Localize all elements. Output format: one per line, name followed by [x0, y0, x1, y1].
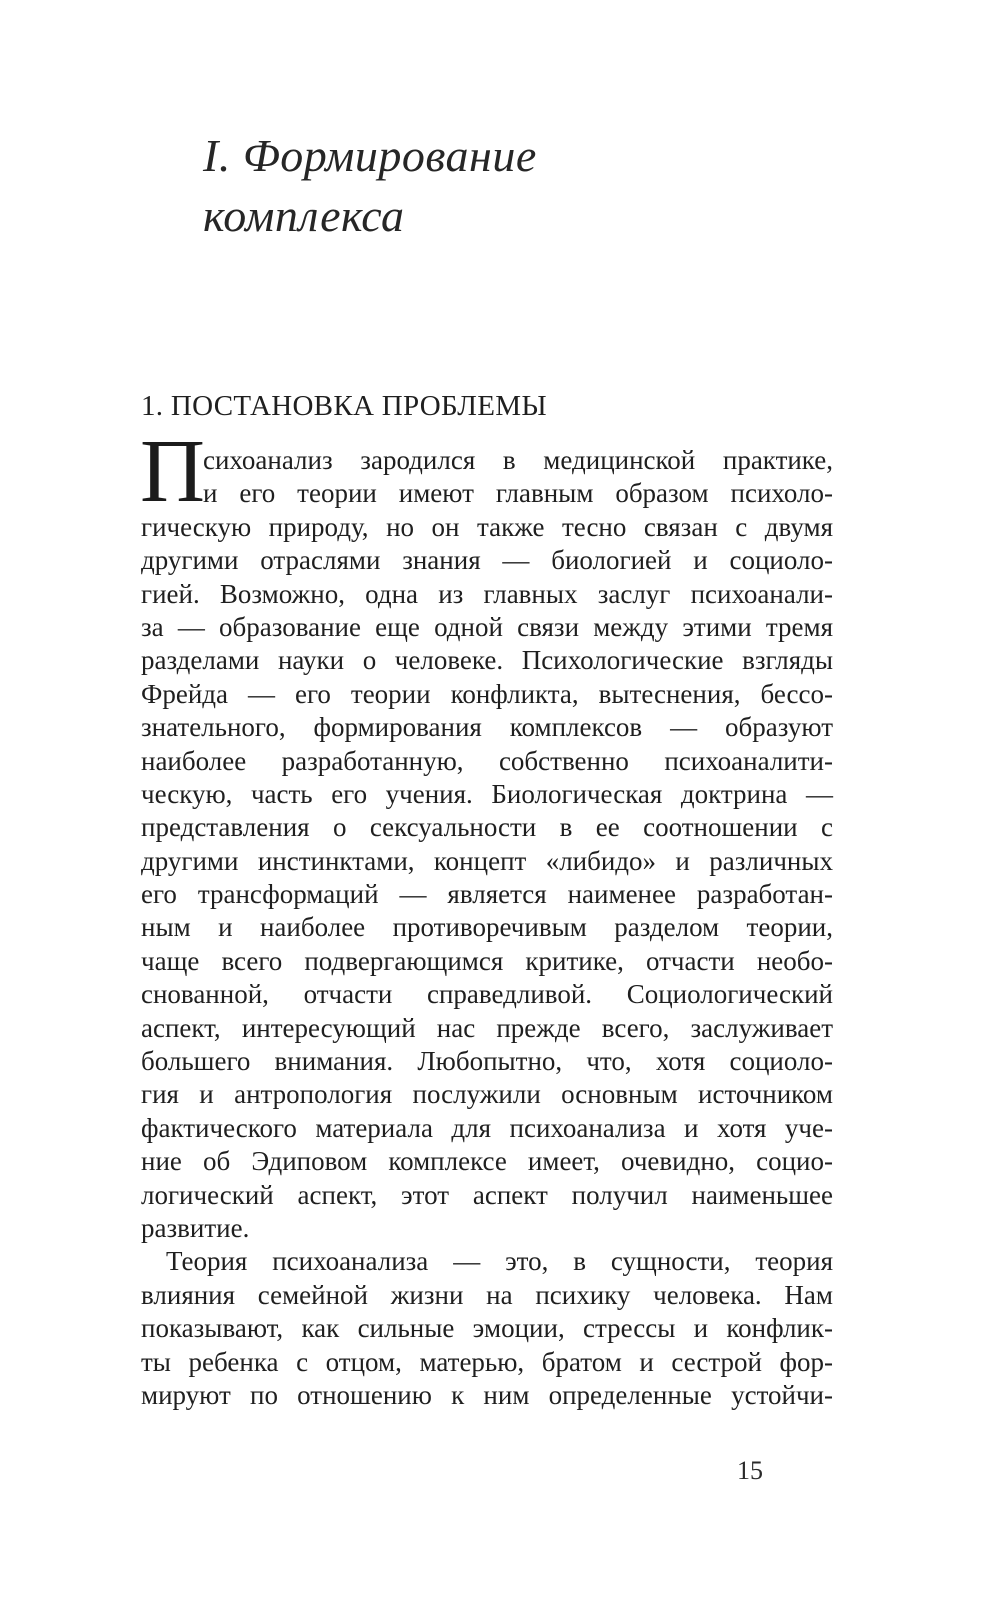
body-line: гия и антропология послужили основным источником	[141, 1079, 833, 1110]
body-line: ты ребенка с отцом, матерью, братом и сестрой фор-	[141, 1346, 833, 1377]
chapter-title-line: комплекса	[203, 190, 405, 241]
body-line: снованной, отчасти справедливой. Социологический	[141, 979, 833, 1010]
body-line: другими отраслями знания — биологией и социоло-	[141, 545, 833, 576]
body-line: его трансформаций — является наименее разработан-	[141, 879, 833, 910]
body-line: большего внимания. Любопытно, что, хотя социоло-	[141, 1046, 833, 1077]
body-line: развитие.	[141, 1212, 250, 1243]
page-number: 15	[737, 1456, 763, 1485]
body-line: фактического материала для психоанализа и хотя уче-	[141, 1112, 833, 1143]
chapter-title	[203, 126, 537, 246]
body-line: аспект, интересующий нас прежде всего, заслуживает	[141, 1012, 833, 1043]
body-line: ческую, часть его учения. Биологическая доктрина —	[141, 778, 833, 809]
body-line: наиболее разработанную, собственно психоаналити-	[141, 745, 833, 776]
body-line: и его теории имеют главным образом психоло-	[203, 478, 833, 509]
body-line: чаще всего подвергающимся критике, отчасти необо-	[141, 945, 833, 976]
body-line: ным и наиболее противоречивым разделом теории,	[141, 912, 833, 943]
body-line: Фрейда — его теории конфликта, вытеснения, бессо-	[141, 678, 833, 709]
body-line: гией. Возможно, одна из главных заслуг психоанали-	[141, 578, 833, 609]
body-line: логический аспект, этот аспект получил наименьшее	[141, 1179, 833, 1210]
body-line: сихоанализ зародился в медицинской практике,	[203, 445, 833, 475]
body-line: знательного, формирования комплексов — образуют	[141, 712, 833, 743]
body-line: разделами науки о человеке. Психологические взгляды	[141, 645, 833, 676]
drop-cap: П	[140, 422, 205, 521]
body-line: ние об Эдиповом комплексе имеет, очевидно, социо-	[141, 1146, 833, 1177]
body-line: представления о сексуальности в ее соотношении с	[141, 812, 833, 843]
body-line: влияния семейной жизни на психику человека. Нам	[141, 1279, 833, 1310]
body-line: за — образование еще одной связи между этими тремя	[141, 611, 833, 642]
section-heading: 1. ПОСТАНОВКА ПРОБЛЕМЫ	[141, 390, 547, 422]
body-line: мируют по отношению к ним определенные устойчи-	[141, 1379, 833, 1410]
body-text	[140, 422, 833, 1412]
body-line: другими инстинктами, концепт «либидо» и различных	[141, 845, 833, 876]
body-line: Теория психоанализа — это, в сущности, теория	[166, 1246, 833, 1277]
chapter-title-line: I. Формирование	[203, 130, 537, 181]
body-line: гическую природу, но он также тесно связан с двумя	[141, 511, 833, 542]
body-line: показывают, как сильные эмоции, стрессы и конфлик-	[141, 1313, 833, 1344]
